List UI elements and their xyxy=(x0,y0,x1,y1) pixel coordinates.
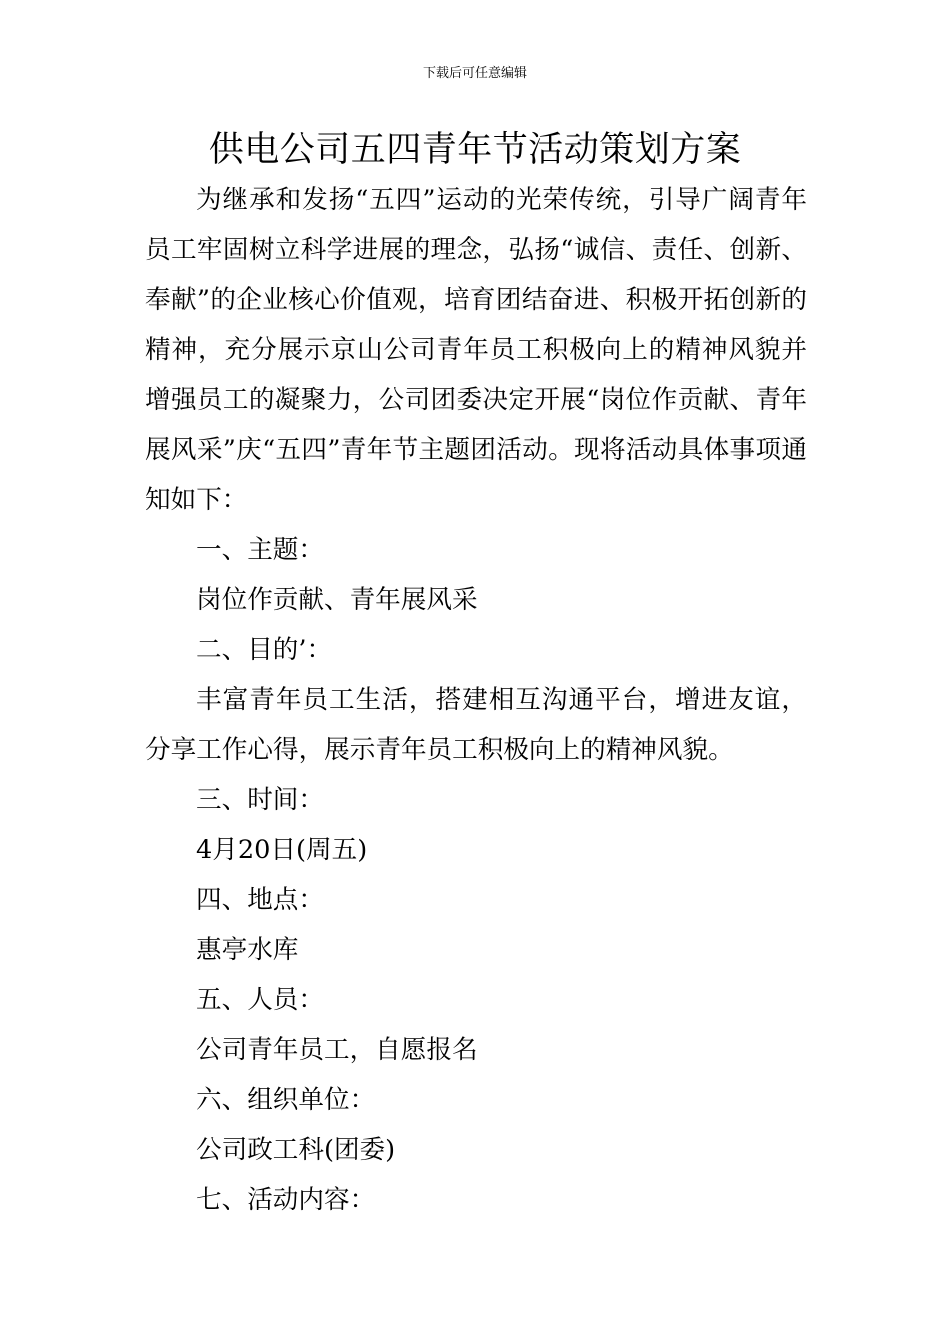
section-content-organizer: 公司政工科(团委) xyxy=(196,1135,396,1165)
section-heading-theme: 一、主题： xyxy=(196,535,324,565)
intro-paragraph: 为继承和发扬“五四”运动的光荣传统，引导广阔青年员工牢固树立科学进展的理念，弘扬“诚信、责任、创新、奉献”的企业核心价值观，培育团结奋进、积极开拓创新的精神，充分展示京山公司青年员工积极向上的精神风貌并增强员工的凝聚力，公司团委决定开展“岗位作贡献、青年展风采”庆“五四”青年节主题团活动。现将活动具体事项通知如下： xyxy=(145,185,807,515)
document-title: 供电公司五四青年节活动策划方案 xyxy=(208,130,742,170)
section-heading-time: 三、时间： xyxy=(196,785,324,815)
document-body xyxy=(145,175,807,1225)
section-content-time: 4月20日(周五) xyxy=(196,835,368,865)
header-note: 下载后可任意编辑 xyxy=(422,66,527,81)
section-heading-organizer: 六、组织单位： xyxy=(196,1085,376,1115)
section-heading-personnel: 五、人员： xyxy=(196,985,324,1015)
section-heading-location: 四、地点： xyxy=(196,885,324,915)
section-content-location: 惠亭水库 xyxy=(196,935,299,965)
section-content-theme: 岗位作贡献、青年展风采 xyxy=(196,585,478,615)
section-heading-activities: 七、活动内容： xyxy=(196,1185,376,1215)
section-heading-purpose: 二、目的’： xyxy=(196,635,333,665)
section-content-purpose: 丰富青年员工生活，搭建相互沟通平台，增进友谊，分享工作心得，展示青年员工积极向上的精神风貌。 xyxy=(145,685,807,765)
section-content-personnel: 公司青年员工，自愿报名 xyxy=(196,1035,478,1065)
